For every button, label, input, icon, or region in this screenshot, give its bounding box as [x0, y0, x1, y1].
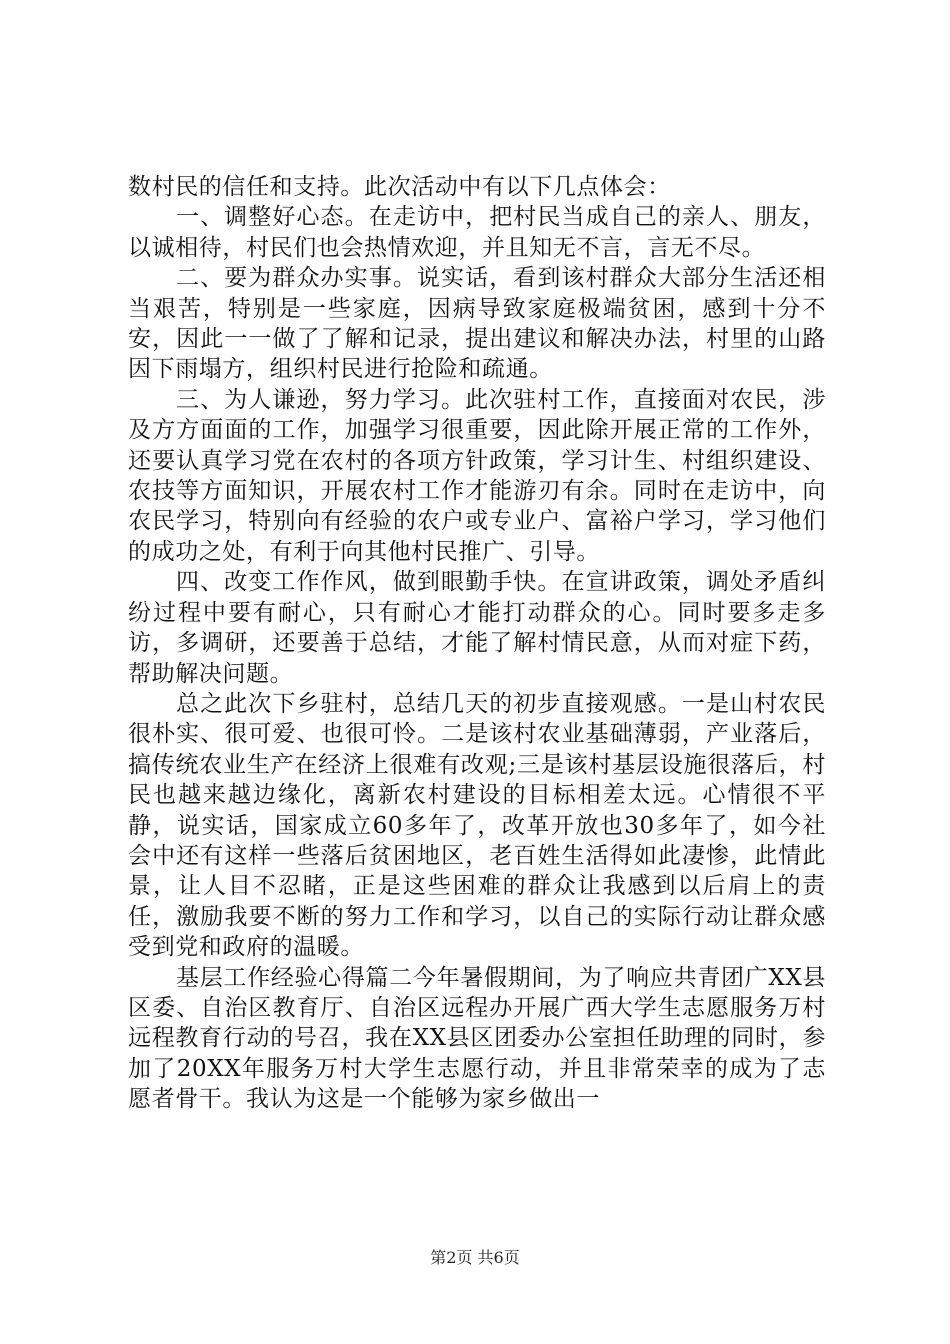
paragraph-point-4: 四、改变工作作风，做到眼勤手快。在宣讲政策，调处矛盾纠纷过程中要有耐心，只有耐心才能打动群众的心。同时要多走多访，多调研，还要善于总结，才能了解村情民意，从而对症下药，帮助解决问题。	[128, 569, 826, 687]
paragraph-intro: 数村民的信任和支持。此次活动中有以下几点体会：	[128, 174, 671, 200]
paragraph-point-3: 三、为人谦逊，努力学习。此次驻村工作，直接面对农民，涉及方方面面的工作，加强学习很重要，因此除开展正常的工作外，还要认真学习党在农村的各项方针政策，学习计生、村组织建设、农技等方面知识，开展农村工作才能游刃有余。同时在走访中，向农民学习，特别向有经验的农户或专业户、富裕户学习，学习他们的成功之处，有利于向其他村民推广、引导。	[128, 386, 826, 565]
paragraph-point-2: 二、要为群众办实事。说实话，看到该村群众大部分生活还相当艰苦，特别是一些家庭，因病导致家庭极端贫困，感到十分不安，因此一一做了了解和记录，提出建议和解决办法，村里的山路因下雨塌方，组织村民进行抢险和疏通。	[128, 265, 826, 383]
paragraph-summary: 总之此次下乡驻村，总结几天的初步直接观感。一是山村农民很朴实、很可爱、也很可怜。二是该村农业基础薄弱，产业落后，搞传统农业生产在经济上很难有改观;三是该村基层设施很落后，村民也越来越边缘化，离新农村建设的目标相差太远。心情很不平静，说实话，国家成立60多年了，改革开放也30多年了，如今社会中还有这样一些落后贫困地区，老百姓生活得如此凄惨，此情此景，让人目不忍睹，正是这些困难的群众让我感到以后肩上的责任，激励我要不断的努力工作和学习，以自己的实际行动让群众感受到党和政府的温暖。	[128, 690, 826, 961]
document-body	[128, 172, 826, 1115]
paragraph-article-two: 基层工作经验心得篇二今年暑假期间，为了响应共青团广XX县区委、自治区教育厅、自治区远程办开展广西大学生志愿服务万村远程教育行动的号召，我在XX县区团委办公室担任助理的同时，参加了20XX年服务万村大学生志愿行动，并且非常荣幸的成为了志愿者骨干。我认为这是一个能够为家乡做出一	[128, 964, 826, 1113]
paragraph-point-1: 一、调整好心态。在走访中，把村民当成自己的亲人、朋友，以诚相待，村民们也会热情欢迎，并且知无不言，言无不尽。	[128, 204, 826, 261]
page-number-footer: 第2页 共6页	[430, 1248, 520, 1267]
